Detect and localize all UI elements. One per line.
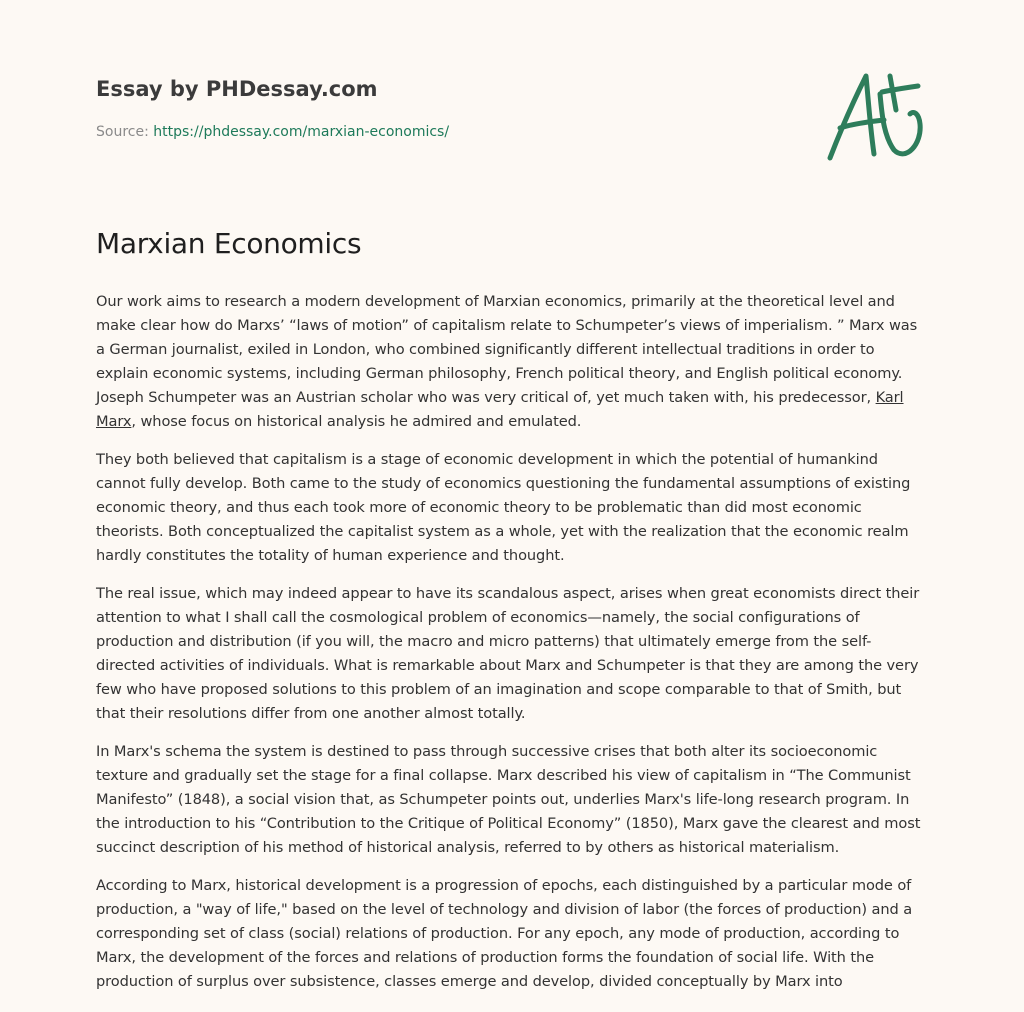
article-paragraph-5: According to Marx, historical development is a progression of epochs, each distinguished by a particular mode of production, a "way of life," based on the level of technology and division of labor (the forces of production) and a corresponding set of class (social) relations of production. For any epoch, any mode of production, according to Marx, the development of the forces and relations of production forms the foundation of social life. With the production of surplus over subsistence, classes emerge and develop, divided conceptually by Marx into (96, 877, 913, 990)
logo-plus-vertical (890, 76, 896, 110)
source-link[interactable]: https://phdessay.com/marxian-economics/ (153, 124, 450, 140)
a-plus-logo-icon (822, 66, 926, 166)
a-plus-logo-strokes (830, 76, 920, 158)
source-label: Source: (96, 124, 149, 140)
article-paragraph-1 (96, 290, 928, 434)
article-paragraph-4: In Marx's schema the system is destined to pass through successive crises that both alter its socioeconomic texture and gradually set the stage for a final collapse. Marx described his view of capitalism in “The Communist Manifesto” (1848), a social vision that, as Schumpeter points out, underlies Marx's life-long research program. In the introduction to his “Contribution to the Critique of Political Economy” (1850), Marx gave the clearest and most succinct description of his method of historical analysis, referred to by others as historical materialism. (96, 743, 921, 856)
article-title: Marxian Economics (96, 227, 362, 260)
article-paragraph-3: The real issue, which may indeed appear to have its scandalous aspect, arises when great economists direct their attention to what I shall call the cosmological problem of economics—namely, the social configurations of production and distribution (if you will, the macro and micro patterns) that ultimately emerge from the self-directed activities of individuals. What is remarkable about Marx and Schumpeter is that they are among the very few who have proposed solutions to this problem of an imagination and scope comparable to that of Smith, but that their resolutions differ from one another almost totally. (96, 585, 920, 722)
site-title: Essay by PHDessay.com (96, 77, 378, 101)
article-paragraph-2: They both believed that capitalism is a stage of economic development in which the potential of humankind cannot fully develop. Both came to the study of economics questioning the fundamental assumptions of existing economic theory, and thus each took more of economic theory to be problematic than did most economic theorists. Both conceptualized the capitalist system as a whole, yet with the realization that the economic realm hardly constitutes the totality of human experience and thought. (96, 451, 911, 564)
page-header (96, 74, 796, 142)
source-line (96, 122, 796, 142)
karl-marx-link[interactable]: Karl Marx (96, 389, 904, 430)
article (96, 224, 928, 1008)
logo-plus-horizontal (882, 86, 918, 92)
logo-swoosh (880, 94, 920, 154)
paragraph-text: Our work aims to research a modern development of Marxian economics, primarily at the theoretical level and make clear how do Marxs’ “laws of motion” of capitalism relate to Schumpeter’s views of imperialism. ” Marx was a German journalist, exiled in London, who combined significantly different intellectual traditions in order to explain economic systems, including German philosophy, French political theory, and English political economy. Joseph Schumpeter was an Austrian scholar who was very critical of, yet much taken with, his predecessor, (96, 293, 918, 406)
logo-letter-a-stroke (830, 76, 874, 158)
paragraph-text: , whose focus on historical analysis he admired and emulated. (131, 413, 582, 430)
